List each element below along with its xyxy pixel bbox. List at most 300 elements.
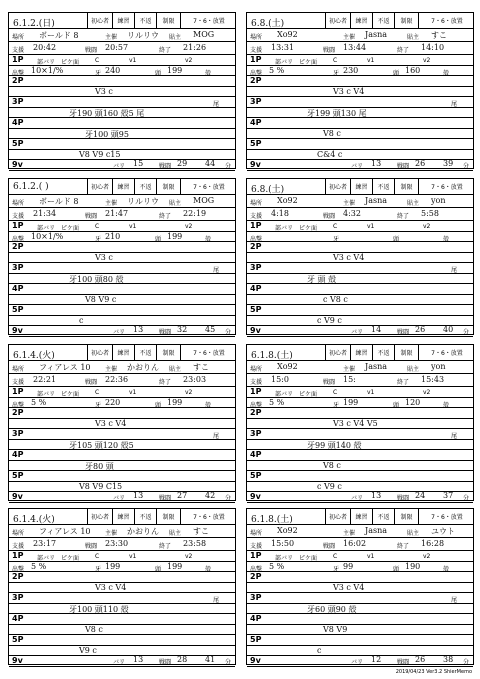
battle-value: 20:57 xyxy=(105,43,129,52)
split-label: 部バリ xyxy=(37,391,56,398)
place-value: Xo92 xyxy=(277,196,298,205)
p5-row: V8 V9 C15 xyxy=(79,482,123,491)
dispatch-value: 5 % xyxy=(269,66,285,75)
slot-label: 4P xyxy=(12,284,24,293)
shell-label: 殻 xyxy=(205,70,212,77)
slot-label: 1P xyxy=(12,221,24,230)
record-card xyxy=(246,12,474,169)
split-label: 部バリ xyxy=(275,555,294,562)
battle-label: 戦闘 xyxy=(323,213,336,220)
slot-row xyxy=(247,614,473,625)
support-label: 支援 xyxy=(250,379,263,386)
slot-label: 5P xyxy=(12,305,24,314)
p3-row: 牙199 頭130 尾 xyxy=(307,109,367,118)
host-label: 主催 xyxy=(343,34,356,41)
host-label: 主催 xyxy=(343,366,356,373)
bari-label: バリ xyxy=(351,329,364,336)
slot-row xyxy=(9,572,235,583)
date-text: 6.1.4.(火) xyxy=(13,351,55,361)
shell-label: 殻 xyxy=(443,402,450,409)
v1-label: v1 xyxy=(367,553,375,560)
date-text: 6.1.8.(土) xyxy=(251,515,293,525)
support-value: 4:18 xyxy=(271,209,289,218)
min-label: 分 xyxy=(225,495,232,502)
support-label: 支援 xyxy=(12,543,25,550)
slot-row xyxy=(247,263,473,274)
pike-label: ピケ面 xyxy=(299,225,318,232)
v3-row: V3 c V4 xyxy=(95,583,127,592)
end-value: 21:26 xyxy=(183,43,207,52)
pike-label: ピケ面 xyxy=(299,555,318,562)
v3-row: V3 c V4 V5 xyxy=(333,419,378,428)
place-row xyxy=(247,195,473,208)
place-value: Xo92 xyxy=(277,30,298,39)
tag-practice: 練習 xyxy=(351,509,373,524)
v3-row: V3 c V4 xyxy=(95,419,127,428)
head-value: 120 xyxy=(405,398,421,407)
place-label: 場所 xyxy=(12,366,25,373)
p4-row: 牙80 頭 xyxy=(85,462,114,471)
sitter-value: MOG xyxy=(193,30,215,39)
war-label: 戦闘 xyxy=(397,163,410,170)
slot-label: 3P xyxy=(250,97,262,106)
header-row xyxy=(9,345,235,361)
v1-label: v1 xyxy=(129,389,137,396)
fang-label: 牙 xyxy=(333,566,340,573)
dispatch-value: 5 % xyxy=(269,398,285,407)
p4-row: V8 c xyxy=(323,461,341,470)
time-row xyxy=(247,42,473,55)
slot-label: 3P xyxy=(250,593,262,602)
head-label: 頭 xyxy=(393,566,400,573)
p5-row: c V9 c xyxy=(317,316,342,325)
sitter-value: すこ xyxy=(193,527,209,536)
tag-beginner: 初心者 xyxy=(87,179,113,194)
slot-label: 1P xyxy=(12,55,24,64)
min-label: 分 xyxy=(225,329,232,336)
slot-row xyxy=(9,97,235,108)
host-value: Jasna xyxy=(365,196,388,205)
dispatch-label: 出撃 xyxy=(250,70,263,77)
war-label: 戦闘 xyxy=(397,659,410,666)
tail-label: 尾 xyxy=(213,433,220,440)
support-value: 21:34 xyxy=(33,209,57,218)
tag-time: 7・6・放置 xyxy=(193,18,225,25)
split-label: 部バリ xyxy=(275,225,294,232)
slot-row xyxy=(9,118,235,129)
slot-row xyxy=(9,471,235,482)
dispatch-value: 5 % xyxy=(269,562,285,571)
end-label: 終了 xyxy=(397,47,410,54)
v2-label: v2 xyxy=(185,389,193,396)
bari-value: 14 xyxy=(371,325,382,334)
host-label: 主催 xyxy=(105,34,118,41)
sitter-label: 貼主 xyxy=(407,34,420,41)
slot-label: 3P xyxy=(250,263,262,272)
slot-label: 9v xyxy=(12,656,23,665)
fang-value: 230 xyxy=(343,66,359,75)
slot-row xyxy=(247,129,473,140)
support-label: 支援 xyxy=(250,47,263,54)
tag-beginner: 初心者 xyxy=(87,509,113,524)
p4-row: V8 V9 xyxy=(323,625,348,634)
v1-label: v1 xyxy=(129,553,137,560)
split-label: 部バリ xyxy=(37,225,56,232)
battle-value: 13:44 xyxy=(343,43,367,52)
slot-row xyxy=(247,97,473,108)
end-value: 15:43 xyxy=(421,375,445,384)
fang-label: 牙 xyxy=(95,402,102,409)
tag-beginner: 初心者 xyxy=(325,13,351,28)
p3-row: 牙99 頭140 殻 xyxy=(307,441,362,450)
tag-time: 7・6・放置 xyxy=(193,184,225,191)
v1-label: v1 xyxy=(129,223,137,230)
end-label: 終了 xyxy=(159,379,172,386)
slot-row xyxy=(9,408,235,419)
record-card xyxy=(246,508,474,665)
head-label: 頭 xyxy=(155,70,162,77)
time-row xyxy=(247,538,473,551)
bari-label: バリ xyxy=(113,163,126,170)
time-row xyxy=(247,208,473,221)
v2-label: v2 xyxy=(185,57,193,64)
slot-label: 4P xyxy=(250,450,262,459)
sitter-value: ユウト xyxy=(431,527,455,536)
v1-label: v1 xyxy=(367,223,375,230)
time-row xyxy=(9,374,235,387)
slot-row xyxy=(9,635,235,646)
time-row xyxy=(247,374,473,387)
battle-value: 22:36 xyxy=(105,375,129,384)
shell-label: 殻 xyxy=(205,236,212,243)
c-label: C xyxy=(333,553,338,560)
end-label: 終了 xyxy=(397,379,410,386)
fang-label: 牙 xyxy=(95,566,102,573)
battle-label: 戦闘 xyxy=(323,47,336,54)
bari-value: 13 xyxy=(133,325,144,334)
dispatch-label: 出撃 xyxy=(250,402,263,409)
slot-label: 9v xyxy=(250,656,261,665)
end-value: 5:58 xyxy=(421,209,439,218)
place-value: フィアレス 10 xyxy=(39,363,91,372)
slot-row xyxy=(247,572,473,583)
sitter-value: すこ xyxy=(431,31,447,40)
time-row xyxy=(9,538,235,551)
sitter-label: 貼主 xyxy=(169,34,182,41)
v2-label: v2 xyxy=(423,553,431,560)
slot-label: 3P xyxy=(250,429,262,438)
tag-limit: 制限 xyxy=(395,179,419,194)
total-row xyxy=(247,159,473,170)
header-row xyxy=(9,509,235,525)
slot-label: 3P xyxy=(12,593,24,602)
tag-limit: 制限 xyxy=(395,509,419,524)
head-value: 160 xyxy=(405,66,421,75)
min-label: 分 xyxy=(463,329,470,336)
c-label: C xyxy=(95,223,100,230)
record-card xyxy=(246,344,474,501)
p5-row: c xyxy=(79,316,84,325)
min-label: 分 xyxy=(463,495,470,502)
place-value: Xo92 xyxy=(277,362,298,371)
pike-label: ピケ面 xyxy=(61,391,80,398)
slot-row xyxy=(9,450,235,461)
split-label: 部バリ xyxy=(275,59,294,66)
battle-label: 戦闘 xyxy=(323,379,336,386)
host-value: Jasna xyxy=(365,30,388,39)
battle-value: 16:02 xyxy=(343,539,367,548)
min-value: 41 xyxy=(205,655,216,664)
slot-row xyxy=(247,295,473,306)
dispatch-value: 10×1/% xyxy=(31,232,64,241)
end-value: 22:19 xyxy=(183,209,207,218)
war-value: 26 xyxy=(415,655,426,664)
p3-row: 牙190 頭160 殻5 尾 xyxy=(69,109,145,118)
slot-label: 9v xyxy=(12,326,23,335)
support-label: 支援 xyxy=(250,543,263,550)
tag-practice: 練習 xyxy=(113,509,135,524)
dispatch-value: 5 % xyxy=(31,398,47,407)
place-row xyxy=(9,29,235,42)
sitter-value: yon xyxy=(431,362,446,371)
battle-label: 戦闘 xyxy=(85,47,98,54)
host-label: 主催 xyxy=(105,366,118,373)
fang-value: 99 xyxy=(343,562,354,571)
pike-label: ピケ面 xyxy=(61,225,80,232)
war-label: 戦闘 xyxy=(159,163,172,170)
slot-label: 5P xyxy=(12,635,24,644)
bari-value: 13 xyxy=(371,159,382,168)
tag-time: 7・6・放置 xyxy=(193,514,225,521)
slot-label: 4P xyxy=(250,118,262,127)
total-row xyxy=(9,325,235,336)
slot-row xyxy=(247,118,473,129)
slot-row xyxy=(9,295,235,306)
host-label: 主催 xyxy=(343,200,356,207)
tag-fail: 不返 xyxy=(135,179,157,194)
support-label: 支援 xyxy=(12,379,25,386)
total-row xyxy=(247,655,473,666)
split-label: 部バリ xyxy=(275,391,294,398)
slot-row xyxy=(9,253,235,264)
v3-row: V3 c xyxy=(95,253,113,262)
tag-beginner: 初心者 xyxy=(325,345,351,360)
tag-beginner: 初心者 xyxy=(325,509,351,524)
total-row xyxy=(9,491,235,502)
end-value: 14:10 xyxy=(421,43,445,52)
slot-row xyxy=(247,408,473,419)
c-label: C xyxy=(95,553,100,560)
end-label: 終了 xyxy=(159,543,172,550)
p3-row: 牙 頭 殻 xyxy=(307,275,337,284)
time-row xyxy=(9,208,235,221)
war-label: 戦闘 xyxy=(159,329,172,336)
slot-label: 5P xyxy=(250,139,262,148)
slot-label: 3P xyxy=(12,263,24,272)
place-row xyxy=(247,361,473,374)
slot-label: 5P xyxy=(12,471,24,480)
slot-row xyxy=(9,76,235,87)
split-label: 部バリ xyxy=(37,59,56,66)
dispatch-label: 出撃 xyxy=(250,566,263,573)
end-value: 16:28 xyxy=(421,539,445,548)
sitter-label: 貼主 xyxy=(407,530,420,537)
tag-time: 7・6・放置 xyxy=(431,184,463,191)
v1-label: v1 xyxy=(367,389,375,396)
head-label: 頭 xyxy=(155,402,162,409)
place-label: 場所 xyxy=(12,200,25,207)
host-value: リルリウ xyxy=(127,197,159,206)
dispatch-label: 出撃 xyxy=(12,402,25,409)
place-value: ボールド 8 xyxy=(39,31,79,40)
sitter-value: yon xyxy=(431,196,446,205)
fang-value: 240 xyxy=(105,66,121,75)
slot-label: 5P xyxy=(250,471,262,480)
record-card xyxy=(246,178,474,335)
head-value: 190 xyxy=(405,562,421,571)
slot-label: 5P xyxy=(250,635,262,644)
v3-row: V3 c V4 xyxy=(333,583,365,592)
bari-label: バリ xyxy=(113,329,126,336)
slot-row xyxy=(247,450,473,461)
place-row xyxy=(9,195,235,208)
p3-row: 牙60 頭90 殻 xyxy=(307,605,357,614)
tag-time: 7・6・放置 xyxy=(193,350,225,357)
battle-label: 戦闘 xyxy=(85,379,98,386)
slot-row xyxy=(247,139,473,150)
war-value: 29 xyxy=(177,159,188,168)
war-label: 戦闘 xyxy=(159,495,172,502)
fang-label: 牙 xyxy=(333,402,340,409)
min-value: 42 xyxy=(205,491,216,500)
fang-label: 牙 xyxy=(95,70,102,77)
slot-label: 3P xyxy=(12,429,24,438)
host-value: Jasna xyxy=(365,362,388,371)
tag-time: 7・6・放置 xyxy=(431,350,463,357)
slot-label: 2P xyxy=(250,408,262,417)
v2-label: v2 xyxy=(185,223,193,230)
record-card xyxy=(8,12,236,169)
slot-row xyxy=(247,429,473,440)
date-text: 6.1.4.(火) xyxy=(13,515,55,525)
p5-row: C&4 c xyxy=(317,150,343,159)
total-row xyxy=(247,491,473,502)
tag-fail: 不返 xyxy=(135,509,157,524)
slot-label: 9v xyxy=(250,492,261,501)
record-card xyxy=(8,344,236,501)
date-text: 6.1.8.(土) xyxy=(251,351,293,361)
slot-label: 3P xyxy=(12,97,24,106)
sitter-label: 貼主 xyxy=(407,366,420,373)
slot-label: 4P xyxy=(12,614,24,623)
battle-value: 23:30 xyxy=(105,539,129,548)
place-label: 場所 xyxy=(12,34,25,41)
bari-value: 12 xyxy=(371,655,382,664)
tag-time: 7・6・放置 xyxy=(431,18,463,25)
battle-label: 戦闘 xyxy=(323,543,336,550)
slot-label: 2P xyxy=(250,242,262,251)
dispatch-value: 10×1/% xyxy=(31,66,64,75)
end-value: 23:03 xyxy=(183,375,207,384)
slot-row xyxy=(9,593,235,604)
total-row xyxy=(247,325,473,336)
tag-limit: 制限 xyxy=(395,345,419,360)
dispatch-label: 出撃 xyxy=(12,236,25,243)
head-label: 頭 xyxy=(155,566,162,573)
tag-practice: 練習 xyxy=(113,345,135,360)
v3-row: V3 c V4 xyxy=(333,87,365,96)
support-value: 23:17 xyxy=(33,539,57,548)
end-label: 終了 xyxy=(159,213,172,220)
tag-beginner: 初心者 xyxy=(87,13,113,28)
p4-row: V8 c xyxy=(85,625,103,634)
host-value: Jasna xyxy=(365,526,388,535)
support-label: 支援 xyxy=(12,47,25,54)
support-value: 20:42 xyxy=(33,43,57,52)
slot-label: 5P xyxy=(12,139,24,148)
v2-label: v2 xyxy=(185,553,193,560)
support-label: 支援 xyxy=(12,213,25,220)
support-value: 15:0 xyxy=(271,375,289,384)
bari-label: バリ xyxy=(113,659,126,666)
min-label: 分 xyxy=(463,659,470,666)
slot-row xyxy=(247,284,473,295)
head-label: 頭 xyxy=(393,402,400,409)
slot-label: 9v xyxy=(250,326,261,335)
tag-fail: 不返 xyxy=(135,345,157,360)
slot-label: 9v xyxy=(12,160,23,169)
slot-label: 1P xyxy=(250,55,262,64)
place-label: 場所 xyxy=(250,200,263,207)
slot-row xyxy=(247,76,473,87)
date-text: 6.1.2.(日) xyxy=(13,19,55,29)
p4-row: 牙100 頭95 xyxy=(85,130,129,139)
bari-value: 13 xyxy=(133,655,144,664)
p3-row: 牙105 頭120 殻5 xyxy=(69,441,134,450)
place-row xyxy=(9,361,235,374)
min-label: 分 xyxy=(463,163,470,170)
tag-limit: 制限 xyxy=(157,509,181,524)
bari-label: バリ xyxy=(113,495,126,502)
place-row xyxy=(247,29,473,42)
p5-row: c V9 c xyxy=(317,482,342,491)
v3-row: V3 c V4 xyxy=(333,253,365,262)
slot-row xyxy=(9,614,235,625)
tag-limit: 制限 xyxy=(157,179,181,194)
v3-row: V3 c xyxy=(95,87,113,96)
tag-practice: 練習 xyxy=(113,13,135,28)
tail-label: 尾 xyxy=(213,597,220,604)
v2-label: v2 xyxy=(423,57,431,64)
min-value: 44 xyxy=(205,159,216,168)
slot-label: 2P xyxy=(250,572,262,581)
slot-row xyxy=(9,625,235,636)
tag-fail: 不返 xyxy=(373,345,395,360)
war-value: 32 xyxy=(177,325,188,334)
p4-row: V8 c xyxy=(323,129,341,138)
c-label: C xyxy=(95,57,100,64)
head-label: 頭 xyxy=(393,236,400,243)
dispatch-label: 出撃 xyxy=(250,236,263,243)
slot-label: 2P xyxy=(250,76,262,85)
head-value: 199 xyxy=(167,562,183,571)
host-value: かおりん xyxy=(127,363,159,372)
c-label: C xyxy=(333,57,338,64)
sitter-value: MOG xyxy=(193,196,215,205)
war-label: 戦闘 xyxy=(397,495,410,502)
slot-row xyxy=(247,625,473,636)
support-value: 15:50 xyxy=(271,539,295,548)
